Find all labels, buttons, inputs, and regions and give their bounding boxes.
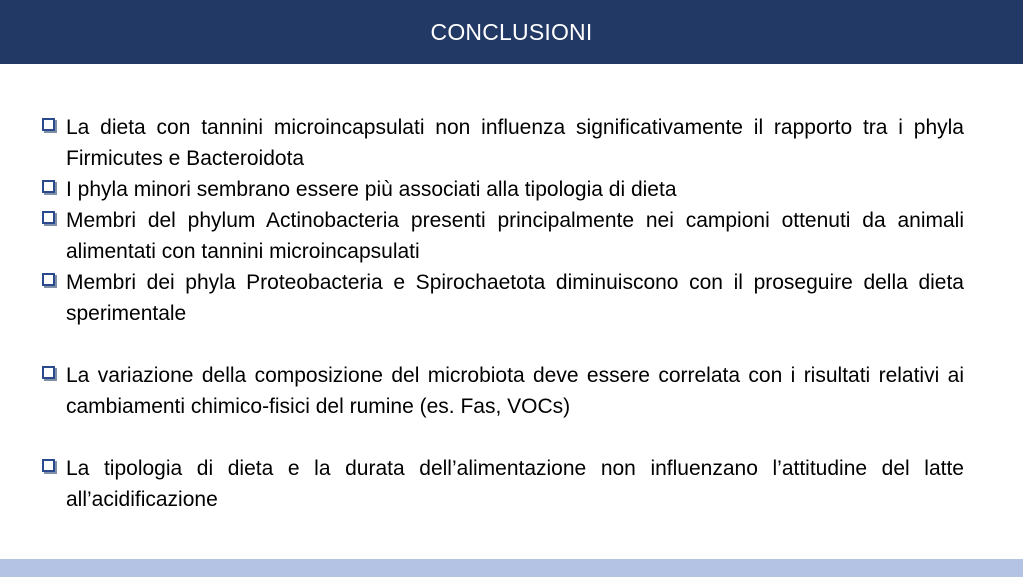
bullet-item: [42, 453, 964, 515]
bullet-text: Membri del phylum Actinobacteria presenti principalmente nei campioni ottenuti da animali alimentati con tannini microincapsulati: [66, 209, 964, 263]
checkbox-square-icon: [42, 118, 55, 131]
checkbox-square-icon: [42, 211, 55, 224]
bullet-text: La tipologia di dieta e la durata dell’alimentazione non influenzano l’attitudine del latte all’acidificazione: [66, 457, 964, 511]
bullet-list: [42, 112, 964, 515]
bullet-item: [42, 174, 964, 205]
bullet-text: Membri dei phyla Proteobacteria e Spirochaetota diminuiscono con il proseguire della dieta sperimentale: [66, 271, 964, 325]
bullet-item: [42, 267, 964, 329]
bullet-item: [42, 205, 964, 267]
bullet-item: [42, 112, 964, 174]
bullet-text: I phyla minori sembrano essere più associati alla tipologia di dieta: [66, 178, 677, 201]
checkbox-square-icon: [42, 273, 55, 286]
bullet-text: La dieta con tannini microincapsulati non influenza significativamente il rapporto tra i phyla Firmicutes e Bacteroidota: [66, 116, 964, 170]
slide-title: CONCLUSIONI: [430, 18, 593, 45]
checkbox-square-icon: [42, 366, 55, 379]
bullet-item: [42, 360, 964, 422]
bullet-text: La variazione della composizione del microbiota deve essere correlata con i risultati relativi ai cambiamenti chimico-fisici del rumine (es. Fas, VOCs): [66, 364, 964, 418]
checkbox-square-icon: [42, 459, 55, 472]
slide-header: [0, 0, 1023, 64]
footer-bar: [0, 559, 1023, 577]
checkbox-square-icon: [42, 180, 55, 193]
